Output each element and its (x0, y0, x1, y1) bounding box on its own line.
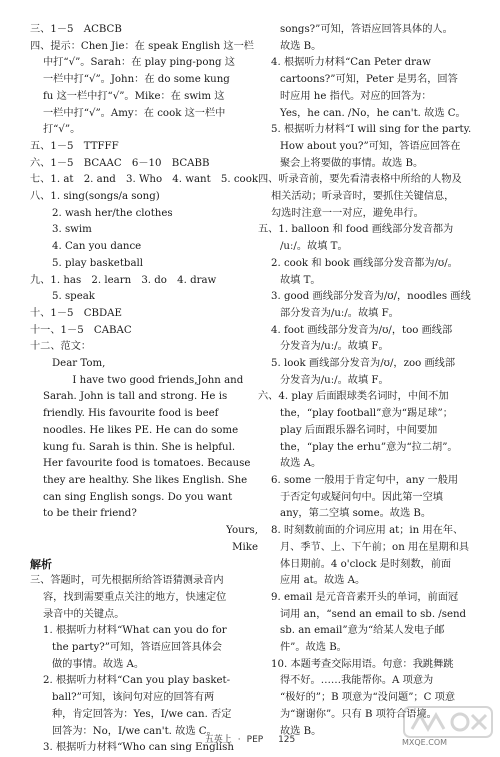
text-line: 解析 (30, 557, 52, 571)
text-line: 3. swim (52, 224, 92, 236)
text-line: 2. 根据听力材料“Can you play basket- (43, 675, 231, 687)
text-line: Yes，he can. /No，he can't. 故选 C。 (280, 107, 466, 119)
text-line: 回答为：No，I/we can't. 故选 C。 (52, 725, 217, 737)
text-line: 八、1. sing(songs/a song) (30, 191, 160, 203)
text-line: 分发音为/uː/。故填 F。 (280, 374, 389, 386)
text-line: cartoons?”可知，Peter 是男名，回答 (280, 74, 458, 86)
text-line: 于否定句或疑问句中。因此第一空填 (280, 491, 443, 503)
text-line: 8. 时刻数前面的介词应用 at；in 用在年、 (271, 525, 464, 537)
text-line: 应用 at。故选 A。 (280, 575, 366, 587)
text-line: 种，肯定回答为：Yes，I/we can. 否定 (52, 708, 232, 720)
watermark-text: MXQE.COM (402, 738, 448, 747)
text-line: Yours, (226, 525, 258, 537)
text-line: 部分发音为/uː/。故填 F。 (280, 307, 399, 319)
text-line: 5. speak (52, 291, 95, 303)
text-line: 六、1－5 BCAAC 6－10 BCABB (30, 157, 210, 169)
text-line: the party?”可知，答语应回答具体会 (52, 642, 222, 654)
text-line: 聚会上将要做的事情。故选 B。 (280, 157, 424, 169)
text-line: “极好的”；B 项意为“没问题”；C 项意 (280, 692, 456, 704)
text-line: 五、1. balloon 和 food 画线部分发音都为 (258, 224, 454, 236)
right-column (258, 22, 480, 740)
text-line: 中打“√”。Sarah：在 play ping-pong 这 (43, 57, 235, 69)
text-line: Her favourite food is tomatoes. Because (43, 458, 251, 470)
text-line: 10. 本题考查交际用语。句意：我跳舞跳 (271, 658, 454, 670)
text-line: 容，找到需要重点关注的地方，快速定位 (43, 591, 227, 603)
text-line: Dear Tom, (52, 358, 106, 370)
text-line: 5. play basketball (52, 257, 144, 269)
text-line: Mike (232, 541, 258, 553)
text-line: any，第二空填 some。故选 B。 (280, 508, 432, 520)
page-number: 125 (278, 735, 296, 745)
text-line: 十一、1－5 CABAC (30, 324, 132, 336)
text-line: 5. look 画线部分发音为/ʊ/，zoo 画线部 (271, 358, 456, 370)
text-line: 件”。故选 B。 (280, 642, 347, 654)
footer-edition: PEP (246, 735, 264, 745)
text-line: 4. foot 画线部分发音为/ʊ/，too 画线部 (271, 324, 453, 336)
text-line: 9. email 是元音音素开头的单词，前面冠 (271, 591, 459, 603)
text-line: 一栏中打“√”。Amy：在 cook 这一栏中 (43, 107, 226, 119)
text-line: How about you?”可知，答语应回答在 (280, 140, 461, 152)
text-line: /uː/。故填 T。 (280, 241, 348, 253)
text-line: 分发音为/uː/。故填 F。 (280, 341, 389, 353)
text-line: ball?”可知，该问句对应的回答有两 (52, 692, 215, 704)
left-column (30, 22, 262, 757)
text-line: 七、1. at 2. and 3. Who 4. want 5. cook (30, 174, 258, 186)
text-line: 勾选时注意一一对应，避免串行。 (271, 207, 424, 219)
text-line: 录音中的关键点。 (43, 608, 125, 620)
text-line: 6. some 一般用于肯定句中，any 一般用 (271, 474, 459, 486)
text-line: fu 这一栏中打“√”。Mike：在 swim 这 (43, 90, 225, 102)
text-line: 1. 根据听力材料“What can you do for (43, 625, 227, 637)
text-line: 4. Can you dance (52, 241, 142, 253)
text-line: 故选 A。 (280, 458, 322, 470)
text-line: 月、季节、上、下午前；on 用在星期和具 (280, 541, 470, 553)
text-line: songs?”可知，答语应回答具体的人。 (280, 24, 453, 35)
text-line: 得不好。……我能帮你。A 项意为 (280, 675, 434, 687)
text-line: play 后面跟乐器名词时，中间要加 (280, 424, 438, 436)
text-line: 故选 B。 (280, 40, 322, 52)
text-line: 四、听录音前，要先看清表格中所给的人物及 (258, 174, 462, 186)
text-line: 五、1－5 TTFFF (30, 140, 119, 152)
text-line: 2. wash her/the clothes (52, 207, 173, 219)
text-line: 相关活动；听录音时，要抓住关键信息， (271, 191, 455, 203)
text-line: 十、1－5 CBDAE (30, 307, 122, 319)
footer-book: 五英上 (204, 735, 232, 745)
text-line: friendly. His favourite food is beef (43, 408, 219, 420)
text-line: the，“play the erhu”意为“拉二胡”。 (280, 441, 458, 453)
text-line: kung fu. Sarah is thin. She is helpful. (43, 441, 236, 453)
text-line: noodles. He likes PE. He can do some (43, 424, 239, 436)
text-line: 3. good 画线部分发音为/ʊ/，noodles 画线 (271, 291, 471, 303)
text-line: 4. 根据听力材料“Can Peter draw (271, 57, 431, 69)
text-line: 2. cook 和 book 画线部分发音都为/ʊ/。 (271, 257, 458, 269)
text-line: the，“play football”意为“踢足球”； (280, 408, 453, 420)
text-line: 九、1. has 2. learn 3. do 4. draw (30, 274, 217, 286)
text-line: 十二、范文： (30, 341, 92, 353)
text-line: 四、提示：Chen Jie：在 speak English 这一栏 (30, 40, 254, 52)
text-line: they are healthy. She likes English. She (43, 474, 248, 486)
text-line: 5. 根据听力材料“I will sing for the party. (271, 124, 472, 136)
text-line: 做的事情。故选 A。 (52, 658, 145, 670)
text-line: 故选 B。 (280, 725, 322, 737)
text-line: 一栏中打“√”。John：在 do some kung (43, 74, 230, 86)
text-line: 体日期前。4 o'clock 是时刻数，前面 (280, 558, 452, 570)
text-line: 词用 an，“send an email to sb. /send (280, 608, 467, 620)
text-line: 为“谢谢你”。只有 B 项符合语境。 (280, 708, 437, 720)
text-line: Sarah. John is tall and strong. He is (43, 391, 228, 403)
text-line: 故填 T。 (280, 274, 321, 286)
text-line: 三、答题时，可先根据所给答语猜测录音内 (30, 575, 224, 587)
text-line: I have two good friends,John and (52, 374, 244, 386)
page-footer: 五英上 · PEP 125 (204, 735, 296, 745)
text-line: can sing English songs. Do you want (43, 491, 233, 503)
text-line: 六、4. play 后面跟球类名词时，中间不加 (258, 391, 449, 403)
text-line: 三、1－5 ACBCB (30, 24, 122, 35)
text-line: to be their friend? (43, 508, 137, 520)
text-line: sb. an email”意为“给某人发电子邮 (280, 625, 445, 637)
text-line: 时应用 he 指代。对应的回答为： (280, 90, 432, 102)
text-line: 打“√”。 (43, 124, 81, 136)
text-line: 3. 根据听力材料“Who can sing English (43, 742, 234, 754)
